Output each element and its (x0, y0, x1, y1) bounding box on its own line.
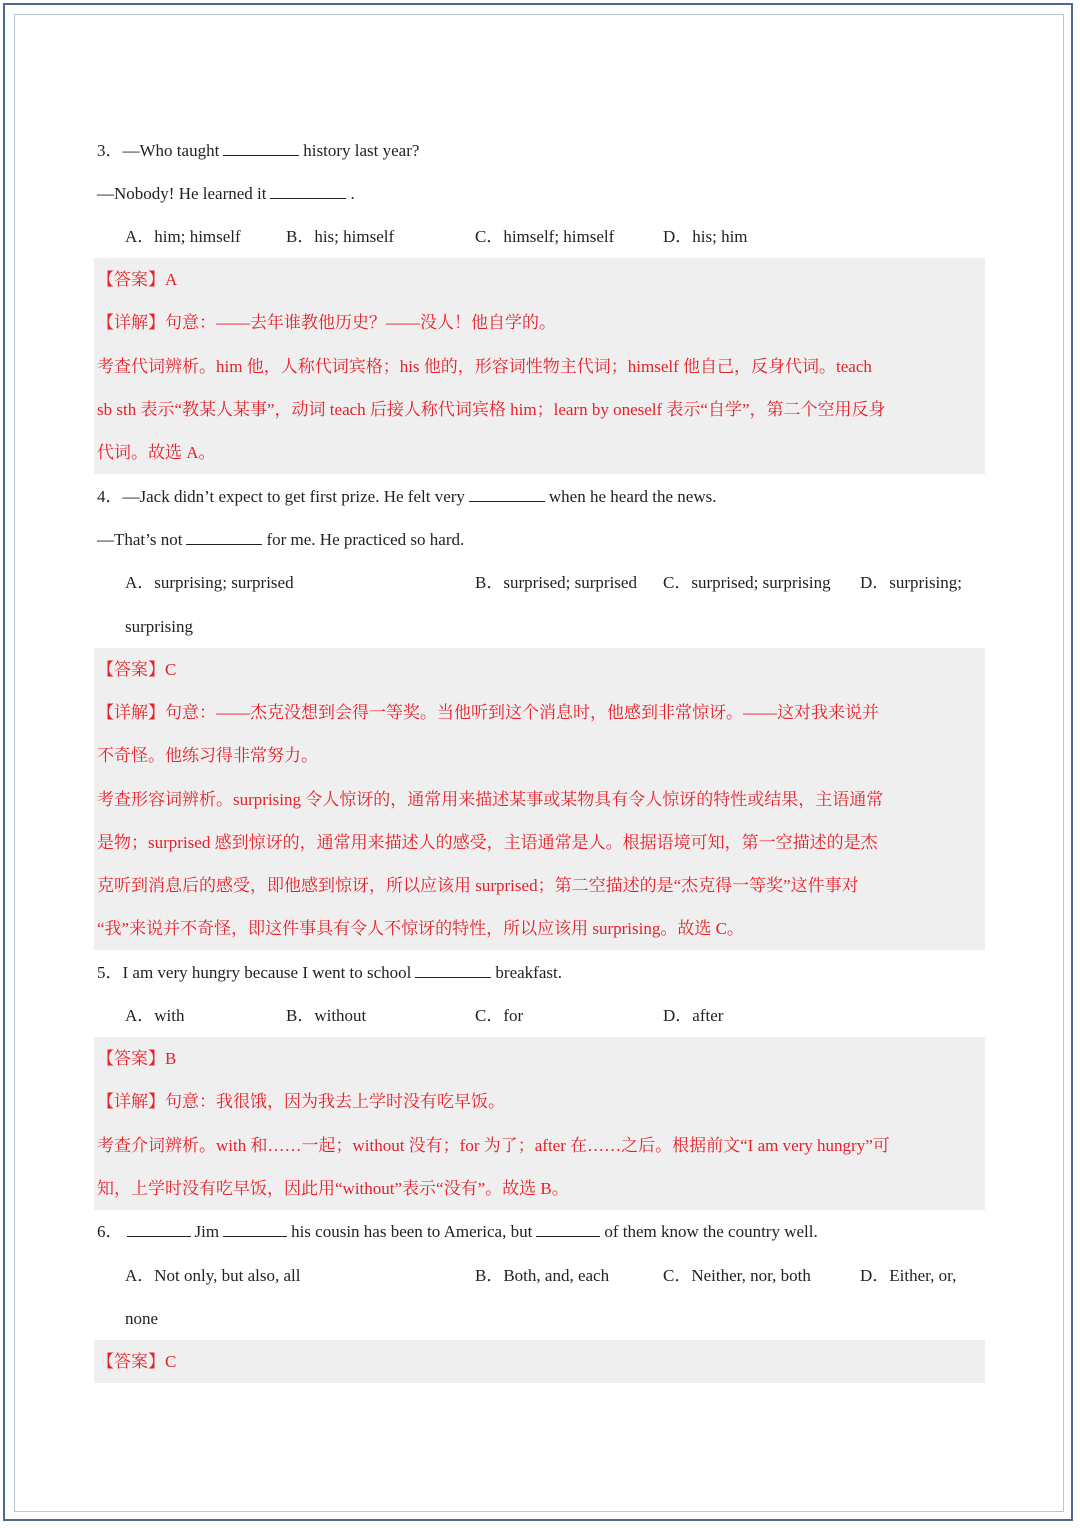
q5-option-b: B．without (286, 1006, 367, 1025)
q3-answer: 【答案】A (97, 270, 178, 289)
q5-options (0, 994, 1080, 1037)
q4-option-a: A．surprising; surprised (125, 573, 294, 592)
q3-options (0, 215, 1080, 258)
q3-stem-line1: 3．—Who taught history last year? (97, 141, 420, 160)
q6-stem-line1: 6． Jim his cousin has been to America, but of them know the country well. (97, 1222, 818, 1241)
q3-option-b: B．his; himself (286, 227, 395, 246)
answer-blank (127, 1222, 191, 1237)
q6-option-a: A．Not only, but also, all (125, 1266, 301, 1285)
q3-analysis-line: 考查代词辨析。him 他，人称代词宾格；his 他的，形容词性物主代词；himself 他自己，反身代词。teach (97, 357, 872, 376)
q3-analysis-line: sb sth 表示“教某人某事”，动词 teach 后接人称代词宾格 him；learn by oneself 表示“自学”，第二个空用反身 (97, 400, 886, 419)
q6-option-d: D．Either, or, (860, 1266, 957, 1285)
q4-analysis-line: 克听到消息后的感受，即他感到惊讶，所以应该用 surprised；第二空描述的是“杰克得一等奖”这件事对 (97, 876, 859, 895)
q6-option-b: B．Both, and, each (475, 1266, 610, 1285)
q4-analysis-line: 是物；surprised 感到惊讶的，通常用来描述人的感受，主语通常是人。根据语境可知，第一空描述的是杰 (97, 833, 878, 852)
answer-blank (469, 487, 545, 502)
q6-answer-panel (94, 1340, 985, 1383)
q5-answer: 【答案】B (97, 1049, 177, 1068)
q4-answer: 【答案】C (97, 660, 177, 679)
q5-analysis-line: 知，上学时没有吃早饭，因此用“without”表示“没有”。故选 B。 (97, 1179, 569, 1198)
answer-blank (223, 1222, 287, 1237)
q5-stem-line1: 5．I am very hungry because I went to school breakfast. (97, 963, 562, 982)
q4-option-d-wrap: surprising (125, 617, 193, 636)
q6-option-c: C．Neither, nor, both (663, 1266, 811, 1285)
answer-blank (270, 184, 346, 199)
q6-options (0, 1254, 1080, 1297)
q4-stem-line2: —That’s not for me. He practiced so hard. (97, 530, 465, 549)
q5-option-d: D．after (663, 1006, 724, 1025)
answer-blank (536, 1222, 600, 1237)
q6-option-d-wrap: none (125, 1309, 159, 1328)
answer-blank (223, 141, 299, 156)
q3-option-d: D．his; him (663, 227, 748, 246)
q3-option-a: A．him; himself (125, 227, 241, 246)
answer-blank (415, 963, 491, 978)
q4-analysis-line: 考查形容词辨析。surprising 令人惊讶的，通常用来描述某事或某物具有令人惊讶的特性或结果，主语通常 (97, 790, 884, 809)
q4-detail-line: 【详解】句意：——杰克没想到会得一等奖。当他听到这个消息时，他感到非常惊讶。——这对我来说并 (97, 703, 879, 722)
q5-analysis-line: 考查介词辨析。with 和……一起；without 没有；for 为了；after 在……之后。根据前文“I am very hungry”可 (97, 1136, 890, 1155)
answer-blank (186, 530, 262, 545)
q4-detail-line: 不奇怪。他练习得非常努力。 (97, 746, 318, 765)
q3-detail: 【详解】句意：——去年谁教他历史？——没人！他自学的。 (97, 313, 556, 332)
q5-option-c: C．for (475, 1006, 524, 1025)
q4-option-c: C．surprised; surprising (663, 573, 831, 592)
q4-stem-line1: 4．—Jack didn’t expect to get first prize. He felt very when he heard the news. (97, 487, 717, 506)
q3-option-c: C．himself; himself (475, 227, 615, 246)
q3-stem-line2: —Nobody! He learned it . (97, 184, 355, 203)
q5-detail: 【详解】句意：我很饿，因为我去上学时没有吃早饭。 (97, 1092, 505, 1111)
q4-analysis-line: “我”来说并不奇怪，即这件事具有令人不惊讶的特性，所以应该用 surprising。故选 C。 (97, 919, 744, 938)
q4-option-b: B．surprised; surprised (475, 573, 637, 592)
q5-option-a: A．with (125, 1006, 185, 1025)
q4-option-d: D．surprising; (860, 573, 962, 592)
q6-answer: 【答案】C (97, 1352, 177, 1371)
q3-analysis-line: 代词。故选 A。 (97, 443, 216, 462)
q4-options (0, 561, 1080, 604)
